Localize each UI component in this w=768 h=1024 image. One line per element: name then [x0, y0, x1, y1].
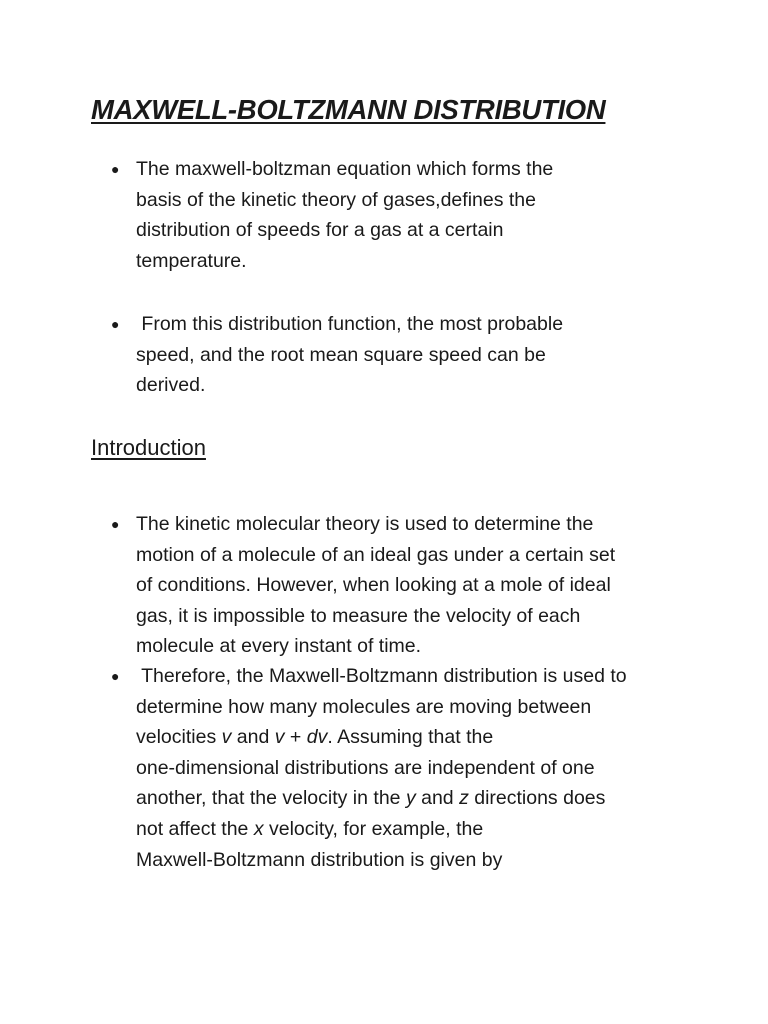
list-item: [0, 154, 696, 276]
variable-v: v: [274, 726, 285, 749]
text-line: basis of the kinetic theory of gases,defines the: [136, 188, 536, 211]
text-line: speed, and the root mean square speed can be: [136, 343, 546, 366]
text-line: gas, it is impossible to measure the velocity of each: [136, 604, 581, 627]
text-line: [136, 783, 696, 814]
bullet-icon: ●: [111, 161, 120, 177]
introduction-heading: Introduction: [91, 435, 206, 460]
text-run: another, that the velocity in the: [136, 787, 406, 810]
text-run: not affect the: [136, 817, 254, 840]
text-line: distribution of speeds for a gas at a certain: [136, 219, 504, 242]
text-line: Maxwell-Boltzmann distribution is given by: [136, 848, 503, 871]
bullet-icon: ●: [111, 316, 120, 332]
text-line: one-dimensional distributions are independent of one: [136, 756, 595, 779]
text-line: From this distribution function, the most probable: [136, 313, 564, 335]
text-run: velocity, for example, the: [263, 817, 484, 840]
text-line: molecule at every instant of time.: [136, 635, 422, 658]
text-line: [136, 722, 696, 753]
text-run: and: [231, 726, 275, 749]
text-line: motion of a molecule of an ideal gas under a certain set: [136, 543, 616, 566]
list-item: [0, 309, 696, 401]
introduction-bullet-list-2: [0, 661, 696, 875]
document-title: MAXWELL-BOLTZMANN DISTRIBUTION: [91, 94, 606, 125]
introduction-bullet-list: [0, 509, 696, 662]
list-item: [0, 661, 696, 875]
text-line: derived.: [136, 374, 206, 397]
variable-z: z: [459, 787, 469, 810]
text-line: The kinetic molecular theory is used to determine the: [136, 513, 594, 535]
text-line: temperature.: [136, 249, 247, 272]
variable-x: x: [253, 817, 264, 840]
bullet-icon: ●: [111, 516, 120, 532]
text-run: +: [284, 726, 307, 749]
text-line: The maxwell-boltzman equation which forms the: [136, 158, 554, 180]
bullet-icon: ●: [111, 668, 120, 684]
variable-dv: dv: [306, 726, 328, 749]
variable-v: v: [221, 726, 232, 749]
text-run: directions does: [468, 787, 606, 810]
text-line: determine how many molecules are moving between: [136, 695, 592, 718]
top-bullet-list: [0, 154, 696, 276]
variable-y: y: [405, 787, 416, 810]
text-run: and: [415, 787, 460, 810]
text-line: of conditions. However, when looking at a mole of ideal: [136, 574, 611, 597]
list-item: [0, 509, 696, 662]
text-line: [136, 814, 696, 845]
text-line: Therefore, the Maxwell-Boltzmann distribution is used to: [136, 665, 627, 687]
text-run: velocities: [136, 726, 222, 749]
top-bullet-list-2: [0, 309, 696, 401]
text-run: . Assuming that the: [327, 726, 494, 749]
